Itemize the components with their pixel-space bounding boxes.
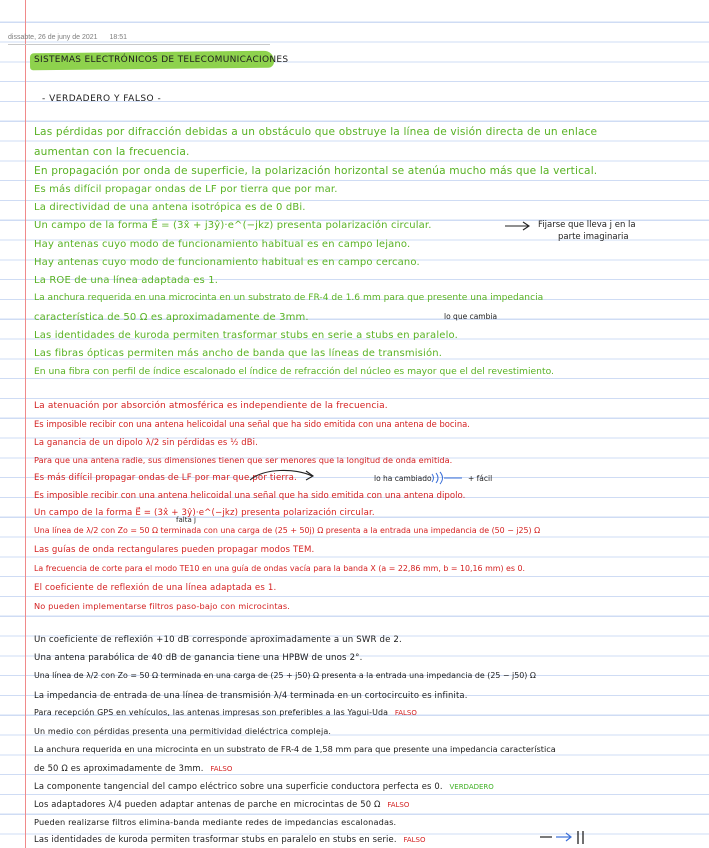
true-statement-11: Las fibras ópticas permiten más ancho de banda que las líneas de transmisión. bbox=[34, 348, 443, 359]
false-statement-11: El coeficiente de reflexión de una línea adaptada es 1. bbox=[34, 583, 277, 593]
section-subtitle: - VERDADERO Y FALSO - bbox=[42, 94, 162, 104]
verdict-tag: FALSO bbox=[210, 765, 233, 773]
note-fijarse: Fijarse que lleva j en la bbox=[538, 220, 636, 230]
statement-7-text: La anchura requerida en una microcinta en un substrato de FR-4 de 1,58 mm para que presente una impedancia característica bbox=[34, 744, 556, 754]
date-divider bbox=[8, 44, 270, 45]
true-statement-6: Hay antenas cuyo modo de funcionamiento habitual es en campo lejano. bbox=[34, 239, 411, 250]
true-statement-8: La ROE de una línea adaptada es 1. bbox=[34, 275, 219, 286]
false-statement-7: Un campo de la forma E⃗ = (3x̂ + 3ŷ)·e^(−jkz) presenta polarización circular. bbox=[34, 508, 375, 518]
false-statement-2: Es imposible recibir con una antena helicoidal una señal que ha sido emitida con una antena de bocina. bbox=[34, 419, 470, 429]
arrow-right-icon bbox=[504, 221, 534, 231]
true-statement-7: Hay antenas cuyo modo de funcionamiento habitual es en campo cercano. bbox=[34, 257, 420, 268]
true-statement-1: Las pérdidas por difracción debidas a un obstáculo que obstruye la línea de visión directa de un enlace bbox=[34, 126, 598, 138]
true-statement-5: Un campo de la forma E⃗ = (3x̂ + j3ŷ)·e^(−jkz) presenta polarización circular. bbox=[34, 220, 432, 231]
false-statement-10: La frecuencia de corte para el modo TE10 en una guía de ondas vacía para la banda X (a = 22,86 mm, b = 10,16 mm) es 0. bbox=[34, 564, 526, 573]
statement-12 bbox=[34, 834, 425, 844]
statement-12-text: Las identidades de kuroda permiten trasformar stubs en paralelo en stubs en serie. bbox=[34, 834, 397, 844]
statement-1-text: Un coeficiente de reflexión +10 dB corresponde aproximadamente a un SWR de 2. bbox=[34, 635, 402, 645]
false-statement-8: Una línea de λ/2 con Zo = 50 Ω terminada con una carga de (25 + 50j) Ω presenta a la entrada una impedancia de (50 − j25) Ω bbox=[34, 526, 541, 535]
true-statement-4: La directividad de una antena isotrópica es de 0 dBi. bbox=[34, 202, 306, 213]
statement-8-text: de 50 Ω es aproximadamente de 3mm. bbox=[34, 763, 204, 773]
true-statement-1-cont: aumentan con la frecuencia. bbox=[34, 146, 190, 158]
statement-11-text: Pueden realizarse filtros elimina-banda mediante redes de impedancias escalonadas. bbox=[34, 817, 397, 827]
statement-10-text: Los adaptadores λ/4 pueden adaptar antenas de parche en microcintas de 50 Ω bbox=[34, 799, 381, 809]
page-date bbox=[8, 34, 127, 41]
statement-1 bbox=[34, 635, 402, 645]
false-statement-1: La atenuación por absorción atmosférica es independiente de la frecuencia. bbox=[34, 401, 388, 411]
true-statement-10: Las identidades de kuroda permiten trasformar stubs en serie a stubs en paralelo. bbox=[34, 330, 458, 341]
verdict-tag: FALSO bbox=[394, 709, 417, 717]
stub-sketch-icon bbox=[538, 829, 588, 845]
statement-3-text: Una línea de λ/2 con Zo = 50 Ω terminada en una carga de (25 + j50) Ω presenta a la entrada una impedancia de (25 − j50) Ω bbox=[34, 671, 536, 680]
statement-2 bbox=[34, 653, 363, 663]
page-title: SISTEMAS ELECTRÓNICOS DE TELECOMUNICACIONES bbox=[34, 55, 289, 65]
verdict-tag: VERDADERO bbox=[449, 783, 494, 791]
note-mas-facil: + fácil bbox=[468, 474, 493, 483]
statement-4-text: La impedancia de entrada de una línea de transmisión λ/4 terminada en un cortocircuito es infinita. bbox=[34, 690, 468, 700]
statement-11 bbox=[34, 817, 396, 827]
wave-icon bbox=[430, 471, 464, 485]
true-statement-2: En propagación por onda de superficie, la polarización horizontal se atenúa mucho más que la vertical. bbox=[34, 165, 598, 177]
time-text: 18:51 bbox=[109, 34, 127, 41]
true-statement-3: Es más difícil propagar ondas de LF por tierra que por mar. bbox=[34, 184, 338, 195]
statement-4 bbox=[34, 690, 468, 700]
statement-6-text: Un medio con pérdidas presenta una permitividad dieléctrica compleja. bbox=[34, 727, 332, 736]
statement-3 bbox=[34, 671, 536, 680]
note-lo-ha-cambiado: lo ha cambiado bbox=[374, 474, 432, 483]
false-statement-3: La ganancia de un dipolo λ/2 sin pérdidas es ½ dBi. bbox=[34, 437, 258, 447]
false-statement-4: Para que una antena radie, sus dimensiones tienen que ser menores que la longitud de onda emitida. bbox=[34, 455, 453, 465]
statement-6 bbox=[34, 727, 331, 736]
true-statement-9-cont: característica de 50 Ω es aproximadamente de 3mm. bbox=[34, 312, 309, 323]
statement-5 bbox=[34, 708, 417, 717]
true-statement-9: La anchura requerida en una microcinta en un substrato de FR-4 de 1.6 mm para que presente una impedancia bbox=[34, 293, 544, 303]
swap-arrow-icon bbox=[246, 468, 318, 484]
verdict-tag: FALSO bbox=[403, 836, 426, 844]
verdict-tag: FALSO bbox=[387, 801, 410, 809]
false-statement-9: Las guías de onda rectangulares pueden propagar modos TEM. bbox=[34, 545, 315, 555]
false-statement-12: No pueden implementarse filtros paso-bajo con microcintas. bbox=[34, 601, 291, 611]
statement-9-text: La componente tangencial del campo eléctrico sobre una superficie conductora perfecta es 0. bbox=[34, 781, 443, 791]
true-statement-12: En una fibra con perfil de índice escalonado el índice de refracción del núcleo es mayor que el del revestimiento. bbox=[34, 366, 554, 377]
statement-10 bbox=[34, 799, 409, 809]
date-text: dissabte, 26 de juny de 2021 bbox=[8, 34, 98, 41]
note-parte-imaginaria: parte imaginaria bbox=[558, 232, 629, 242]
statement-8 bbox=[34, 763, 232, 773]
note-falta-j: falta j bbox=[176, 516, 196, 524]
note-lo-que-cambia: lo que cambia bbox=[444, 312, 498, 321]
false-statement-5: Es más difícil propagar ondas de LF por mar que por tierra. bbox=[34, 473, 297, 483]
statement-5-text: Para recepción GPS en vehículos, las antenas impresas son preferibles a las Yagui-Uda bbox=[34, 708, 389, 717]
false-statement-6: Es imposible recibir con una antena helicoidal una señal que ha sido emitida con una antena dipolo. bbox=[34, 491, 466, 501]
statement-2-text: Una antena parabólica de 40 dB de ganancia tiene una HPBW de unos 2°. bbox=[34, 653, 363, 663]
statement-9 bbox=[34, 781, 494, 791]
statement-7 bbox=[34, 744, 556, 754]
